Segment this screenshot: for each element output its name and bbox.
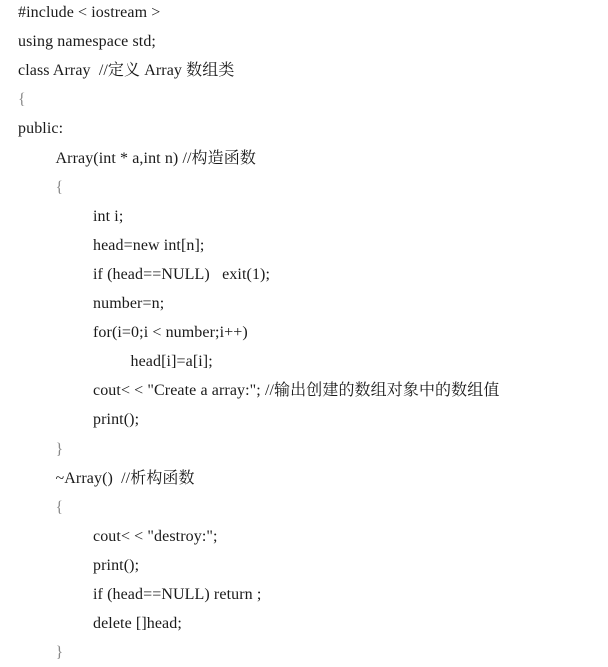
code-line: int i; <box>93 207 124 225</box>
code-line: public: <box>18 120 64 138</box>
code-line: { <box>18 91 26 109</box>
code-line: if (head==NULL) return ; <box>93 586 262 603</box>
code-line: head=new int[n]; <box>93 236 205 254</box>
code-line: cout< < "destroy:"; <box>93 527 218 545</box>
code-line: } <box>55 644 64 662</box>
code-line: print(); <box>93 556 140 574</box>
code-line: Array(int * a,int n) //构造函数 <box>55 149 256 167</box>
code-line: using namespace std; <box>18 33 156 51</box>
code-line: { <box>55 498 64 516</box>
code-line: } <box>55 440 64 458</box>
code-line: print(); <box>93 411 140 429</box>
code-line: if (head==NULL) exit(1); <box>93 265 271 283</box>
code-line: delete []head; <box>93 615 182 633</box>
code-line: cout< < "Create a array:"; //输出创建的数组对象中的数组值 <box>93 382 500 400</box>
code-line: { <box>55 178 64 196</box>
code-line: number=n; <box>93 295 165 312</box>
code-line: for(i=0;i < number;i++) <box>93 324 248 342</box>
code-line: head[i]=a[i]; <box>130 353 213 371</box>
code-line: #include < iostream > <box>18 4 161 21</box>
code-line: ~Array() //析构函数 <box>55 469 195 487</box>
code-line: class Array //定义 Array 数组类 <box>18 62 235 80</box>
